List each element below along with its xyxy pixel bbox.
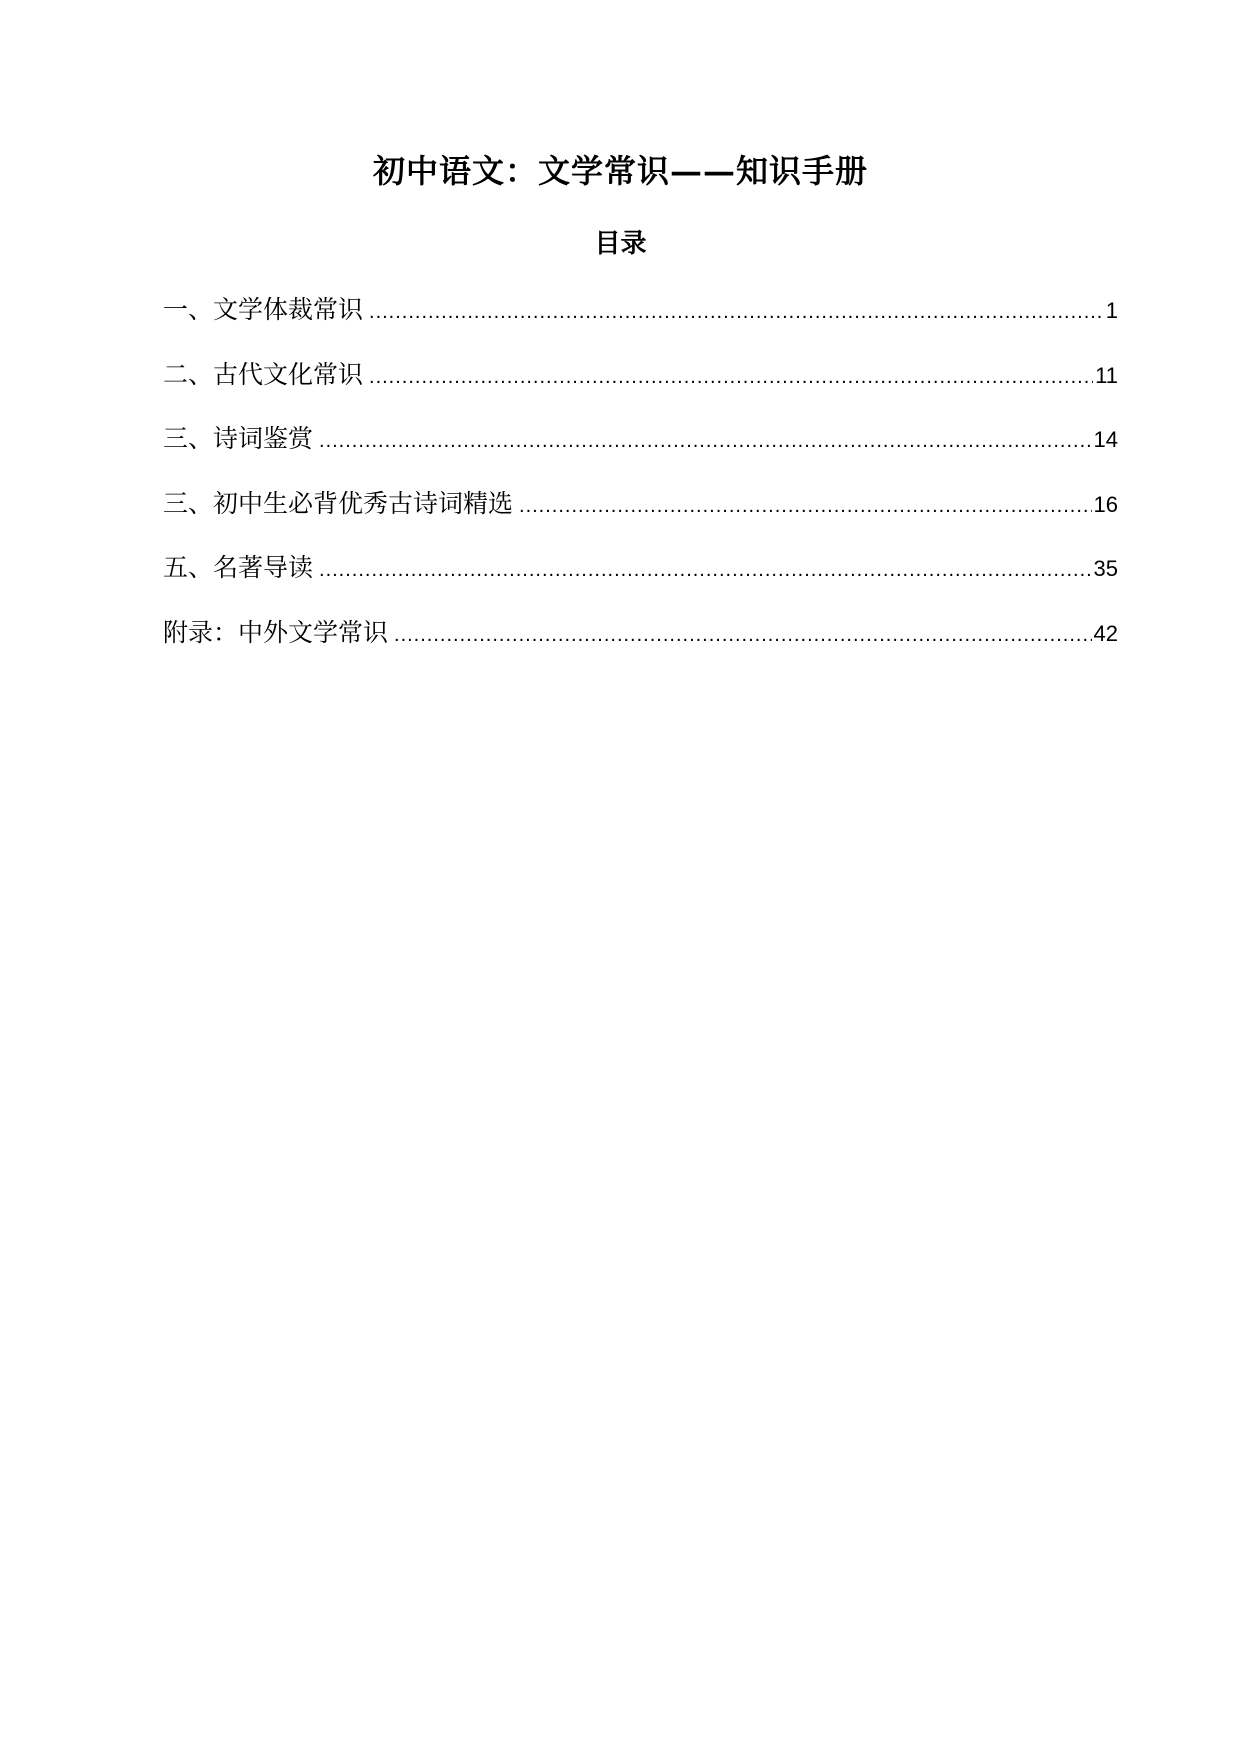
toc-entry-page-number: 35 xyxy=(1093,556,1118,581)
toc-entry-label: 五、名著导读 xyxy=(163,553,314,582)
table-of-contents xyxy=(163,290,1118,677)
toc-dot-leader xyxy=(369,357,1093,397)
toc-entry-label: 一、文学体裁常识 xyxy=(163,295,364,324)
toc-entry-page-number: 11 xyxy=(1095,362,1118,388)
toc-entry-page-number: 1 xyxy=(1105,298,1118,323)
toc-entry-label: 二、古代文化常识 xyxy=(163,359,364,389)
toc-heading: 目录 xyxy=(594,229,647,259)
toc-dot-leader xyxy=(319,550,1092,590)
toc-entry-label: 三、初中生必背优秀古诗词精选 xyxy=(163,488,514,518)
toc-dot-leader xyxy=(319,421,1092,461)
toc-entry-appendix[interactable] xyxy=(163,613,1118,678)
toc-entry-page-number: 16 xyxy=(1093,491,1118,517)
toc-entry-literary-genres[interactable] xyxy=(163,290,1118,355)
toc-dot-leader xyxy=(369,292,1104,332)
toc-entry-label: 三、诗词鉴赏 xyxy=(163,424,314,453)
toc-entry-poetry-appreciation[interactable] xyxy=(163,419,1118,484)
toc-entry-classics-guide[interactable] xyxy=(163,548,1118,613)
toc-entry-selected-poems[interactable] xyxy=(163,484,1118,549)
toc-entry-page-number: 14 xyxy=(1093,427,1118,452)
toc-entry-label: 附录：中外文学常识 xyxy=(163,617,389,647)
toc-dot-leader xyxy=(394,615,1092,655)
toc-entry-ancient-culture[interactable] xyxy=(163,355,1118,420)
document-title: 初中语文：文学常识——知识手册 xyxy=(372,152,868,191)
toc-entry-page-number: 42 xyxy=(1093,620,1118,646)
toc-dot-leader xyxy=(519,486,1092,526)
